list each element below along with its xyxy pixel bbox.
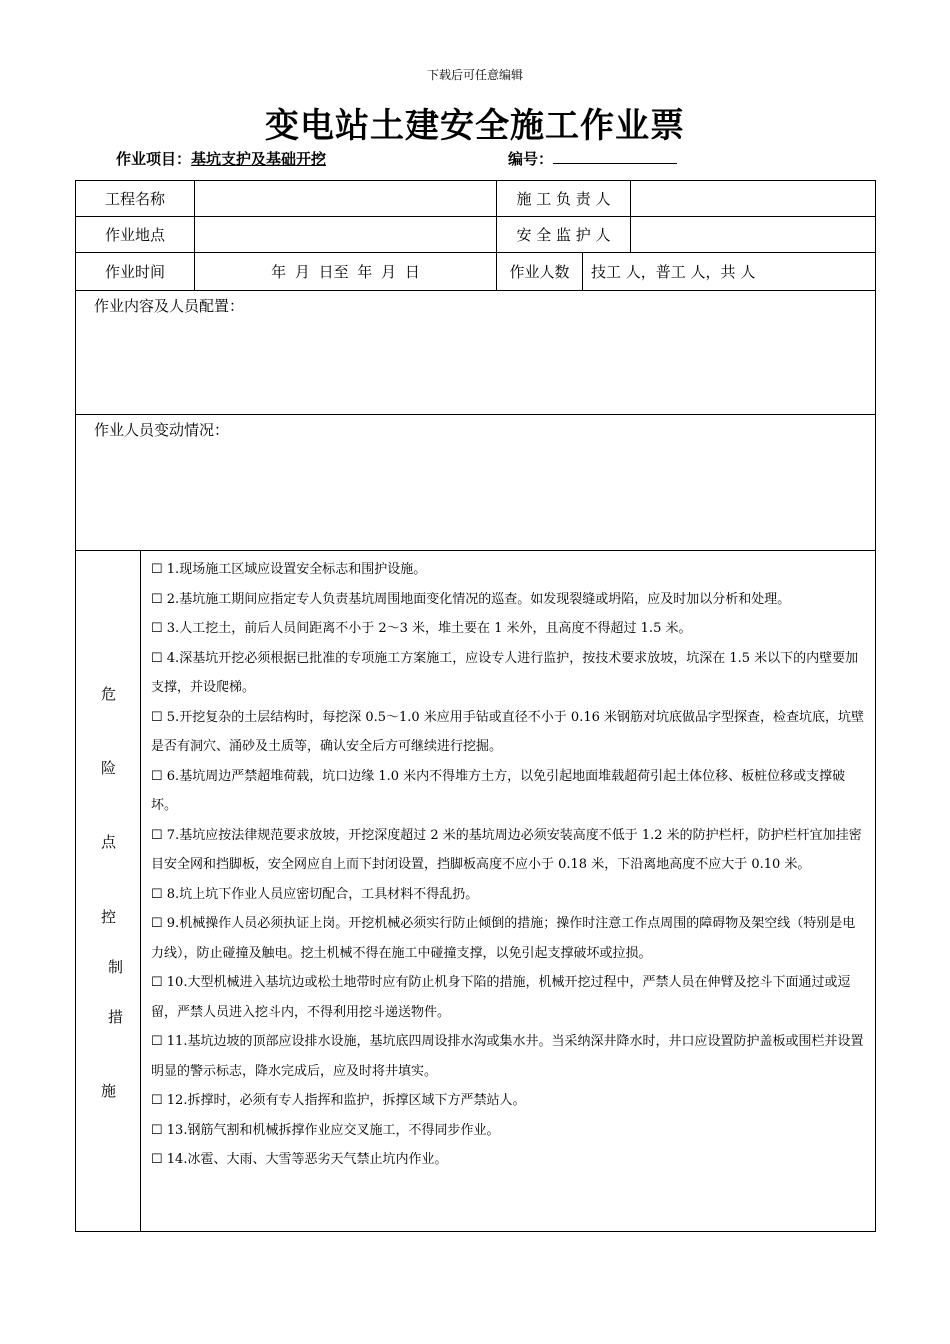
work-location-field[interactable] — [195, 217, 497, 253]
label-char: 点 — [101, 833, 117, 851]
personnel-changes-label: 作业人员变动情况： — [94, 421, 230, 439]
safety-supervisor-field[interactable] — [631, 217, 876, 253]
measure-item[interactable]: ☐ 12.拆撑时，必须有专人指挥和监护，拆撑区域下方严禁站人。 — [151, 1093, 526, 1108]
measure-item[interactable]: ☐ 10.大型机械进入基坑边或松土地带时应有防止机身下陷的措施，机械开挖过程中，严禁人员在伸臂及挖斗下面通过或逗留，严禁人员进入挖斗内，不得利用挖斗递送物件。 — [151, 975, 851, 1020]
construction-lead-field[interactable] — [631, 181, 876, 217]
work-content-label: 作业内容及人员配置： — [94, 297, 245, 315]
worker-count-value[interactable]: 技工 人，普工 人，共 人 — [583, 253, 876, 291]
project-line — [116, 148, 326, 169]
label-char: 制 — [108, 958, 124, 976]
measure-item[interactable]: ☐ 1.现场施工区域应设置安全标志和围护设施。 — [151, 562, 427, 577]
label-char: 危 — [101, 685, 117, 703]
measure-item[interactable]: ☐ 4.深基坑开挖必须根据已批准的专项施工方案施工，应设专人进行监护，按技术要求放坡，坑深在 1.5 米以下的内壁要加支撑，并设爬梯。 — [151, 650, 859, 695]
row-changes — [76, 415, 876, 551]
work-content-cell[interactable] — [76, 291, 876, 415]
page-header-note: 下载后可任意编辑 — [426, 68, 523, 82]
row-project-name — [76, 181, 876, 217]
measure-item[interactable]: ☐ 14.冰雹、大雨、大雪等恶劣天气禁止坑内作业。 — [151, 1152, 448, 1167]
project-label: 作业项目： — [116, 150, 192, 168]
worker-count-label: 作业人数 — [497, 253, 583, 291]
measure-item[interactable]: ☐ 3.人工挖土，前后人员间距离不小于 2～3 米，堆土要在 1 米外，且高度不得超过 1.5 米。 — [151, 621, 692, 636]
document-title: 变电站土建安全施工作业票 — [265, 106, 685, 146]
safety-supervisor-label: 安 全 监 护 人 — [497, 217, 631, 253]
measure-item[interactable]: ☐ 7.基坑应按法律规范要求放坡，开挖深度超过 2 米的基坑周边必须安装高度不低于 1.2 米的防护栏杆，防护栏杆宜加挂密目安全网和挡脚板，安全网应自上而下封闭设置，挡脚板高度不应小于 0.18 米，下沿离地高度不应大于 0.10 米。 — [151, 827, 862, 872]
label-char: 控 — [101, 908, 117, 926]
construction-lead-label: 施 工 负 责 人 — [497, 181, 631, 217]
measure-item[interactable]: ☐ 6.基坑周边严禁超堆荷载，坑口边缘 1.0 米内不得堆方土方，以免引起地面堆载超荷引起土体位移、板桩位移或支撑破坏。 — [151, 768, 846, 813]
project-name-field[interactable] — [195, 181, 497, 217]
project-name-label: 工程名称 — [76, 181, 195, 217]
work-location-label: 作业地点 — [76, 217, 195, 253]
measure-item[interactable]: ☐ 2.基坑施工期间应指定专人负责基坑周围地面变化情况的巡查。如发现裂缝或坍陷，应及时加以分析和处理。 — [151, 591, 791, 607]
label-char: 险 — [101, 759, 117, 777]
label-char: 施 — [101, 1082, 117, 1100]
number-blank[interactable] — [553, 149, 677, 164]
measure-item[interactable]: ☐ 5.开挖复杂的土层结构时，每挖深 0.5～1.0 米应用手钻或直径不小于 0.16 米钢筋对坑底做品字型探查，检查坑底，坑壁是否有洞穴、涌砂及土质等，确认安全后方可继续进行挖掘。 — [151, 709, 865, 754]
control-measures-list — [141, 551, 876, 1232]
work-ticket-table — [75, 180, 876, 1232]
row-measures — [76, 551, 876, 1232]
work-time-value[interactable]: 年 月 日至 年 月 日 — [195, 253, 497, 291]
project-value: 基坑支护及基础开挖 — [191, 150, 327, 168]
row-content — [76, 291, 876, 415]
row-time — [76, 253, 876, 291]
number-label: 编号： — [508, 150, 554, 168]
measure-item[interactable]: ☐ 13.钢筋气割和机械拆撑作业应交叉施工，不得同步作业。 — [151, 1122, 500, 1138]
work-time-label: 作业时间 — [76, 253, 195, 291]
row-location — [76, 217, 876, 253]
hazard-control-label — [76, 551, 141, 1232]
label-char: 措 — [108, 1008, 124, 1026]
measure-item[interactable]: ☐ 11.基坑边坡的顶部应设排水设施，基坑底四周设排水沟或集水井。当采纳深井降水时，井口应设置防护盖板或围栏并设置明显的警示标志，降水完成后，应及时将井填实。 — [151, 1034, 864, 1079]
number-line — [508, 148, 677, 169]
measure-item[interactable]: ☐ 9.机械操作人员必须执证上岗。开挖机械必须实行防止倾倒的措施；操作时注意工作点周围的障碍物及架空线（特别是电力线），防止碰撞及触电。挖土机械不得在施工中碰撞支撑，以免引起支撑破坏或拉损。 — [151, 916, 856, 961]
personnel-changes-cell[interactable] — [76, 415, 876, 551]
measure-item[interactable]: ☐ 8.坑上坑下作业人员应密切配合，工具材料不得乱扔。 — [151, 886, 479, 902]
